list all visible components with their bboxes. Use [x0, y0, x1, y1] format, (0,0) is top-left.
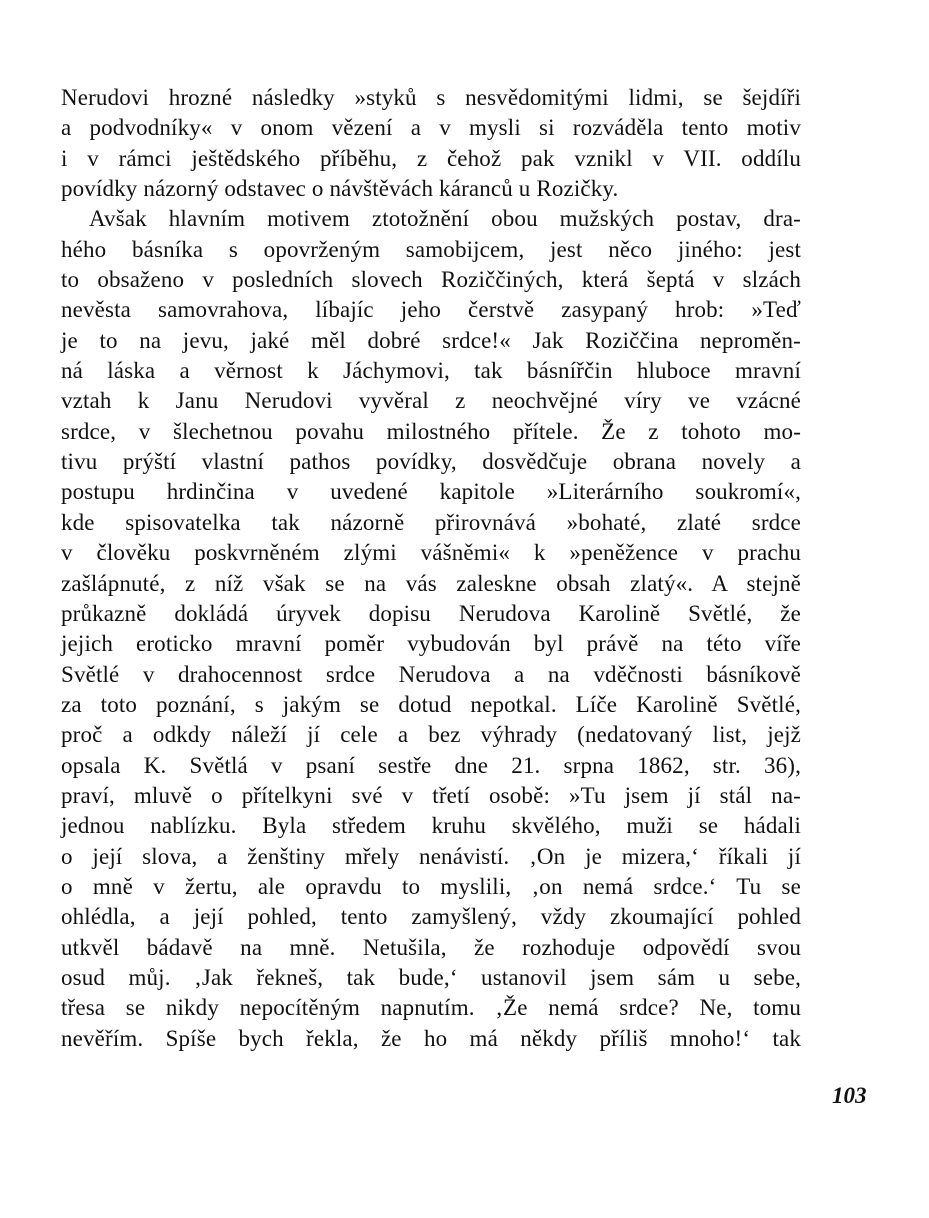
text-line: o její slova, a ženštiny mřely nenávistí. ‚On je mizera,‘ říkali jí — [61, 843, 801, 869]
text-line: vztah k Janu Nerudovi vyvěral z neochvějné víry ve vzácné — [61, 388, 801, 414]
text-line: ná láska a věrnost k Jáchymovi, tak básnířčin hluboce mravní — [61, 358, 801, 384]
text-line: jednou nablízku. Byla středem kruhu skvělého, muži se hádali — [61, 813, 801, 839]
text-line: postupu hrdinčina v uvedené kapitole »Literárního soukromí«, — [61, 479, 801, 505]
text-line: i v rámci ještědského příběhu, z čehož pak vznikl v VII. oddílu — [61, 145, 801, 171]
text-line: utkvěl bádavě na mně. Netušila, že rozhoduje odpovědí svou — [61, 934, 801, 960]
text-line: a podvodníky« v onom vězení a v mysli si rozváděla tento motiv — [61, 115, 801, 141]
page-number: 103 — [832, 1083, 867, 1108]
text-line: o mně v žertu, ale opravdu to myslili, ‚on nemá srdce.‘ Tu se — [61, 873, 801, 899]
text-line: hého básníka s opovrženým samobijcem, jest něco jiného: jest — [61, 236, 801, 262]
text-line: to obsaženo v posledních slovech Roziččiných, která šeptá v slzách — [61, 267, 801, 293]
body-text — [61, 83, 801, 1054]
text-line: opsala K. Světlá v psaní sestře dne 21. srpna 1862, str. 36), — [61, 752, 801, 778]
text-line: srdce, v šlechetnou povahu milostného přítele. Že z tohoto mo- — [61, 418, 801, 444]
text-line: kde spisovatelka tak názorně přirovnává »bohaté, zlaté srdce — [61, 509, 801, 535]
text-line: je to na jevu, jaké měl dobré srdce!« Jak Roziččina neproměn- — [61, 327, 801, 353]
text-line: Avšak hlavním motivem ztotožnění obou mužských postav, dra- — [89, 206, 801, 232]
text-line: proč a odkdy náleží jí cele a bez výhrady (nedatovaný list, jejž — [61, 722, 801, 748]
text-line: osud můj. ‚Jak řekneš, tak bude,‘ ustanovil jsem sám u sebe, — [61, 964, 801, 990]
text-line: Nerudovi hrozné následky »styků s nesvědomitými lidmi, se šejdíři — [61, 85, 801, 110]
text-line: nevěsta samovrahova, líbajíc jeho čerstvě zasypaný hrob: »Teď — [61, 297, 801, 323]
text-line: třesa se nikdy nepocítěným napnutím. ‚Že nemá srdce? Ne, tomu — [61, 995, 801, 1021]
text-line: Světlé v drahocennost srdce Nerudova a na vděčnosti básníkově — [61, 661, 801, 687]
text-line: nevěřím. Spíše bych řekla, že ho má někdy příliš mnoho!‘ tak — [61, 1025, 801, 1051]
text-line: v člověku poskvrněném zlými vášněmi« k »peněžence v prachu — [61, 540, 801, 566]
text-line: tivu prýští vlastní pathos povídky, dosvědčuje obrana novely a — [61, 449, 801, 475]
text-line: jejich eroticko mravní poměr vybudován byl právě na této víře — [61, 631, 801, 657]
text-line: povídky názorný odstavec o návštěvách káranců u Rozičky. — [61, 176, 619, 202]
text-line: ohlédla, a její pohled, tento zamyšlený, vždy zkoumající pohled — [61, 904, 801, 930]
text-line: zašlápnuté, z níž však se na vás zaleskne obsah zlatý«. A stejně — [61, 570, 801, 596]
text-line: za toto poznání, s jakým se dotud nepotkal. Líče Karolině Světlé, — [61, 691, 801, 717]
text-line: průkazně dokládá úryvek dopisu Nerudova Karolině Světlé, že — [61, 600, 801, 626]
text-line: praví, mluvě o přítelkyni své v třetí osobě: »Tu jsem jí stál na- — [61, 782, 801, 808]
